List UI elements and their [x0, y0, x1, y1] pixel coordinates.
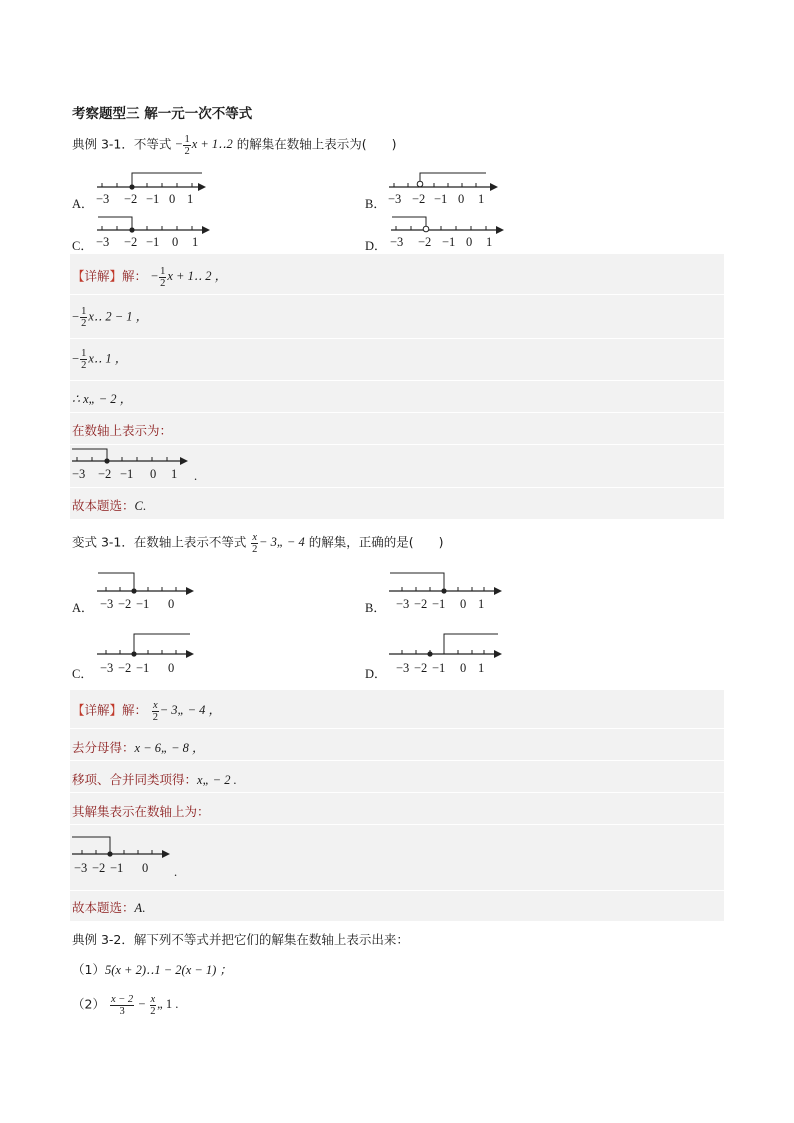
tick-label: 0: [168, 597, 175, 611]
solution-3-1-line-4: ∴ x„ − 2 ，: [72, 392, 133, 406]
fraction: $\frac{x - 2}{3}$: [110, 994, 134, 1017]
variant-option-d-number-line: [386, 628, 510, 678]
math-expr: „ 1 .: [157, 997, 179, 1012]
variant-label: 变式 3-1．在数轴上表示不等式: [72, 534, 247, 550]
variant-option-c-number-line: [94, 628, 204, 678]
tick-label: 0: [168, 661, 175, 675]
tick-label: −1: [136, 597, 150, 611]
fraction: $\frac{x}{2}$: [150, 994, 156, 1017]
question-tail: 的解集，正确的是( ): [308, 534, 444, 550]
tick-label: −2: [124, 192, 138, 206]
tick-label: −1: [442, 235, 456, 248]
tick-label: 0: [142, 861, 149, 875]
tick-label: 0: [466, 235, 473, 248]
fraction: $\frac{x}{2}$: [252, 532, 258, 555]
example-3-2-part-1: [72, 960, 232, 978]
solution-3-1-line-3: − $\frac{1}{2}$ x‥ 1 ，: [72, 348, 128, 371]
tick-label: −2: [118, 597, 132, 611]
tick-label: −3: [390, 235, 404, 248]
tick-label: −2: [92, 861, 106, 875]
answer-label: 故本题选：: [72, 498, 135, 513]
tick-label: −2: [118, 661, 132, 675]
tick-label: −2: [418, 235, 432, 248]
tick-label: 0: [460, 661, 467, 675]
tick-label: 1: [478, 661, 485, 675]
answer-label: 故本题选：: [72, 900, 135, 915]
tick-label: −1: [432, 661, 446, 675]
variant-option-b-label: B．: [365, 601, 386, 615]
tick-label: −3: [100, 597, 114, 611]
solution-3-1-answer: 故本题选：C.: [72, 498, 146, 513]
tick-label: 1: [486, 235, 493, 248]
tick-label: −1: [146, 192, 160, 206]
period: .: [194, 469, 198, 483]
solution-variant-line-3: [72, 770, 237, 788]
tick-label: −2: [124, 235, 138, 248]
tick-label: 0: [460, 597, 467, 611]
solution-variant-answer: 故本题选：A.: [72, 900, 146, 915]
tick-label: 0: [458, 192, 465, 206]
tick-label: −3: [396, 597, 410, 611]
minus-sign: −: [175, 137, 183, 152]
jie-label: 解：: [122, 702, 148, 718]
answer-value: A: [134, 901, 143, 915]
example-3-2-question: 典例 3-2．解下列不等式并把它们的解集在数轴上表示出来：: [72, 932, 409, 947]
inequality-rest: x + 1‥2: [191, 137, 233, 152]
math-expr: x„ − 2 .: [197, 773, 237, 787]
tick-label: 0: [172, 235, 179, 248]
tick-label: −1: [120, 467, 134, 481]
math-expr: 5(x + 2)‥1 − 2(x − 1) ；: [104, 963, 232, 977]
option-b-label: B．: [365, 197, 386, 211]
tick-label: −2: [414, 597, 428, 611]
step-label: 移项、合并同类项得：: [72, 772, 198, 787]
inequality-rest: − 3„ − 4: [259, 535, 305, 550]
math-expr: − 3„ − 4 ，: [159, 703, 222, 718]
solution-variant-line-2: [72, 738, 205, 756]
option-d-number-line: [388, 212, 512, 248]
tick-label: 1: [171, 467, 178, 481]
variant-option-b-number-line: [386, 570, 510, 616]
solution-3-1-line-1: 【详解】解： − $\frac{1}{2}$ x + 1‥ 2 ，: [72, 266, 228, 289]
part-number: （1）: [72, 962, 105, 977]
part-number: （2）: [72, 996, 105, 1012]
period: .: [174, 865, 178, 879]
solution-variant-line-4: 其解集表示在数轴上为：: [72, 804, 210, 819]
example-3-2-part-2: （2） $\frac{x - 2}{3}$ − $\frac{x}{2}$ „ 1 .: [72, 994, 179, 1017]
option-a-number-line: [94, 170, 214, 206]
tick-label: −3: [74, 861, 88, 875]
fraction: $\frac{1}{2}$: [184, 134, 190, 157]
solution-variant-line-1: 【详解】解： $\frac{x}{2}$ − 3„ − 4 ，: [72, 700, 222, 723]
tick-label: 1: [192, 235, 199, 248]
math-expr: x + 1‥ 2 ，: [167, 269, 228, 284]
option-c-label: C．: [72, 239, 93, 253]
tick-label: −1: [432, 597, 446, 611]
variant-option-d-label: D．: [365, 667, 387, 681]
solution-3-1-line-2: − $\frac{1}{2}$ x‥ 2 − 1 ，: [72, 306, 149, 329]
example-label: 典例 3-1．不等式: [72, 136, 172, 152]
solution-3-1-number-line: [70, 446, 210, 484]
variant-option-a-label: A．: [72, 601, 94, 615]
tick-label: −3: [100, 661, 114, 675]
solution-variant-number-line: [70, 832, 190, 880]
tick-label: 1: [187, 192, 194, 206]
tick-label: 1: [478, 192, 485, 206]
tick-label: −2: [414, 661, 428, 675]
answer-value: C: [134, 499, 143, 513]
tick-label: 0: [150, 467, 157, 481]
tick-label: −3: [396, 661, 410, 675]
tick-label: −1: [136, 661, 150, 675]
tick-label: 0: [169, 192, 176, 206]
tick-label: −3: [96, 192, 110, 206]
math-expr: x − 6„ − 8 ，: [134, 741, 205, 755]
tick-label: −3: [72, 467, 86, 481]
section-title: 考察题型三 解一元一次不等式: [72, 106, 253, 122]
math-expr: x‥ 1 ，: [88, 351, 128, 366]
tick-label: −3: [96, 235, 110, 248]
detail-label: 详解: [84, 268, 110, 284]
step-label: 去分母得：: [72, 740, 135, 755]
question-tail: 的解集在数轴上表示为( ): [236, 136, 397, 152]
example-3-1-question: [72, 134, 397, 157]
variant-option-a-number-line: [94, 570, 204, 616]
tick-label: −1: [146, 235, 160, 248]
tick-label: −2: [412, 192, 426, 206]
jie-label: 解：: [122, 268, 148, 284]
variant-option-c-label: C．: [72, 667, 93, 681]
math-expr: x‥ 2 − 1 ，: [88, 309, 149, 324]
tick-label: 1: [478, 597, 485, 611]
option-d-label: D．: [365, 239, 387, 253]
tick-label: −1: [434, 192, 448, 206]
tick-label: −3: [388, 192, 402, 206]
option-c-number-line: [94, 212, 218, 248]
solution-3-1-line-5: 在数轴上表示为：: [72, 423, 173, 438]
tick-label: −1: [110, 861, 124, 875]
option-b-number-line: [386, 170, 506, 206]
tick-label: −2: [98, 467, 112, 481]
detail-label: 详解: [84, 702, 110, 718]
option-a-label: A．: [72, 197, 94, 211]
variant-3-1-question: [72, 532, 444, 555]
